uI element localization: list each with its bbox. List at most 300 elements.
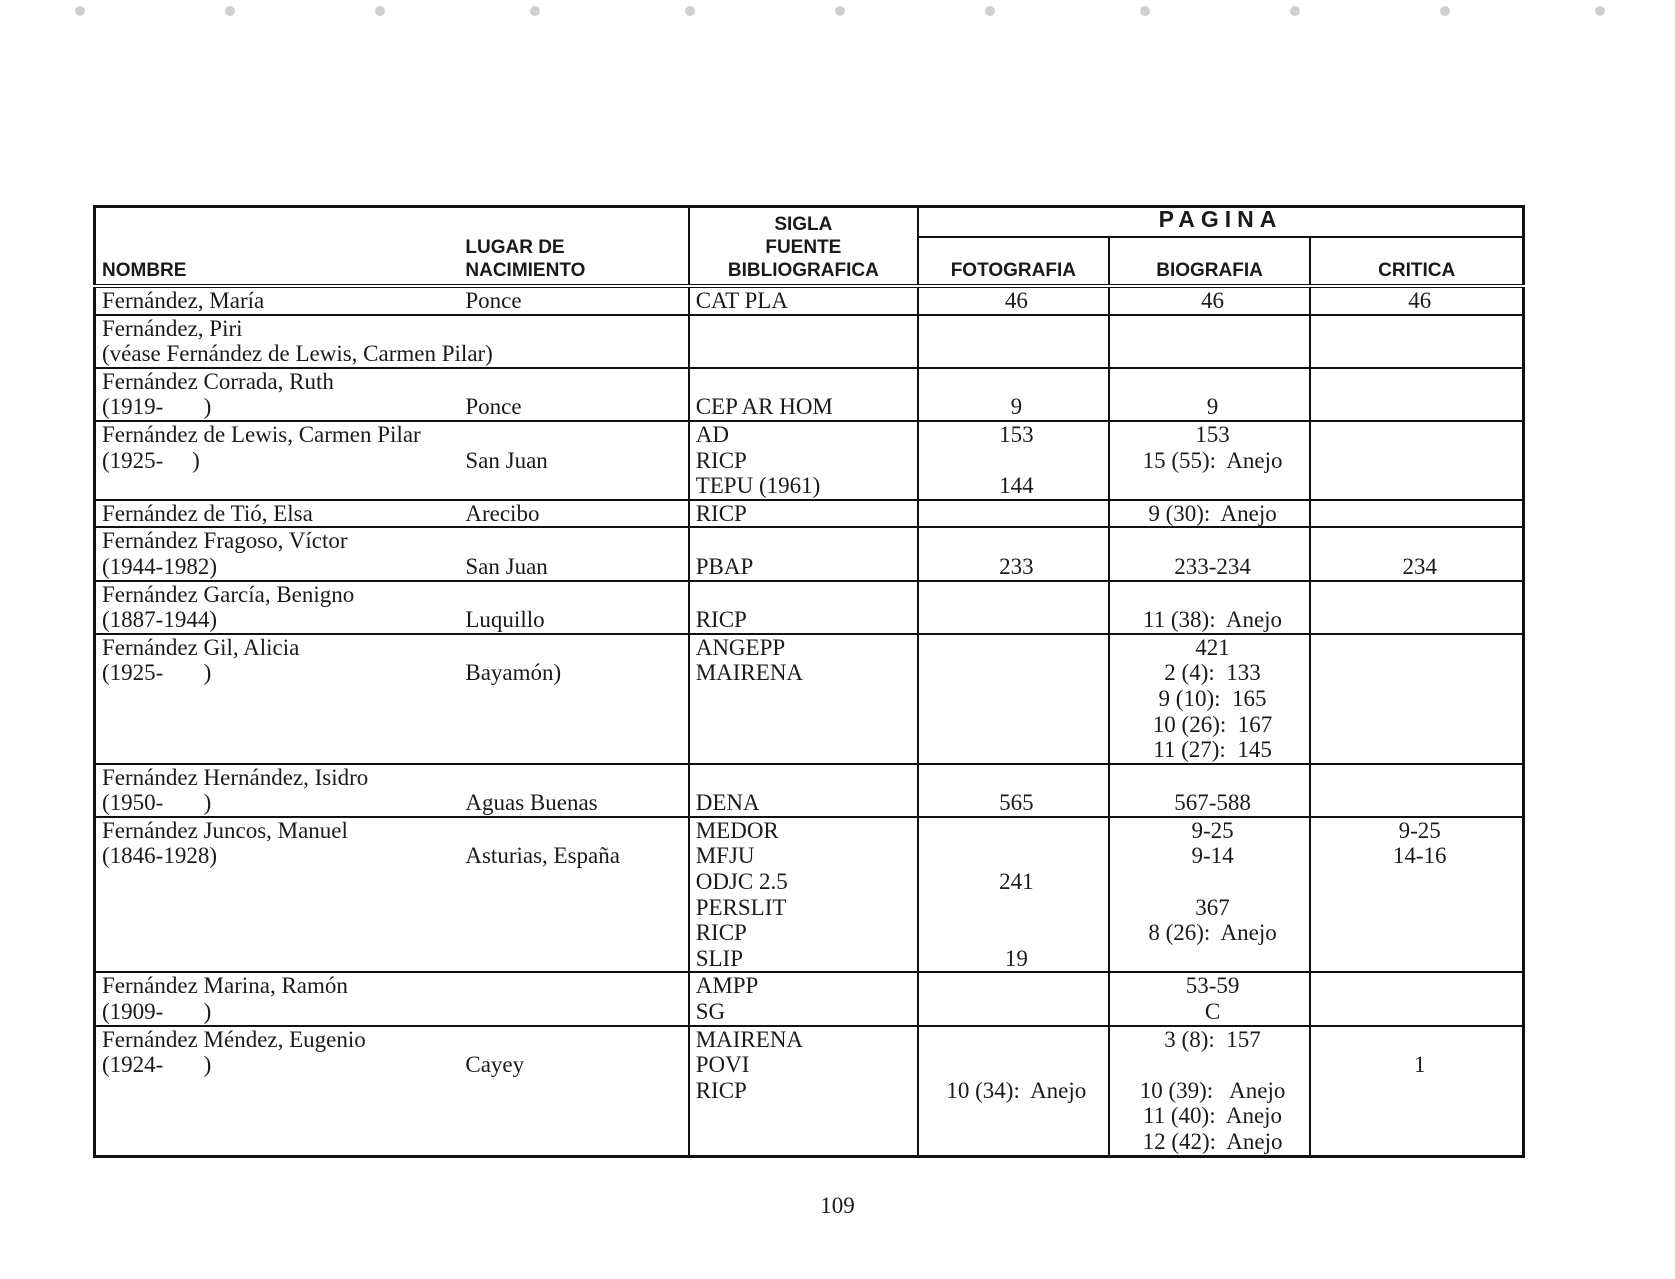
cell-line — [465, 341, 687, 367]
cell-line — [1116, 582, 1310, 608]
cell-line — [925, 973, 1108, 999]
cell-line — [925, 316, 1108, 342]
cell-line: RICP — [695, 447, 747, 473]
cell-line — [102, 712, 459, 738]
cell-line: (1925- ) — [102, 660, 212, 686]
cell-line: 11 (27): 145 — [1153, 737, 1272, 763]
cell-line: AD — [695, 421, 729, 447]
cell-line — [1317, 448, 1522, 474]
cell-line — [465, 316, 687, 342]
cell-line: 9-25 — [1191, 817, 1234, 843]
binder-hole — [75, 6, 85, 16]
cell-fotografia — [918, 368, 1109, 421]
cell-sigla — [689, 581, 918, 634]
cell-line: 8 (26): Anejo — [1148, 920, 1277, 946]
cell-line: PBAP — [695, 553, 754, 579]
cell-fotografia — [918, 286, 1109, 315]
cell-line — [925, 895, 1108, 921]
cell-nombre — [95, 368, 460, 421]
cell-line — [696, 712, 917, 738]
cell-lugar — [459, 972, 688, 1025]
cell-line: Fernández Corrada, Ruth — [102, 368, 334, 394]
cell-line: (véase Fernández de Lewis, Carmen Pilar) — [102, 341, 493, 367]
cell-line: San Juan — [465, 447, 548, 473]
cell-critica — [1310, 817, 1523, 973]
cell-line — [465, 1078, 687, 1104]
cell-line — [465, 1129, 687, 1155]
cell-line: 12 (42): Anejo — [1142, 1129, 1283, 1154]
cell-line — [1116, 316, 1310, 342]
cell-fotografia — [918, 634, 1109, 764]
cell-line — [465, 999, 687, 1025]
cell-lugar — [459, 500, 688, 528]
cell-line — [465, 1103, 687, 1129]
cell-line — [1116, 1052, 1310, 1078]
cell-fotografia — [918, 315, 1109, 368]
cell-line: SLIP — [695, 945, 743, 971]
cell-line: Fernández Méndez, Eugenio — [102, 1026, 366, 1052]
cell-critica — [1310, 500, 1523, 528]
cell-critica — [1310, 421, 1523, 500]
cell-line: 15 (55): Anejo — [1142, 447, 1283, 473]
binder-holes — [0, 0, 1675, 30]
cell-critica — [1310, 368, 1523, 421]
cell-line — [1116, 946, 1310, 972]
cell-line: (1887-1944) — [102, 607, 217, 633]
cell-line: Fernández García, Benigno — [102, 581, 355, 607]
cell-line: POVI — [695, 1052, 750, 1078]
cell-sigla — [689, 817, 918, 973]
cell-line: 9 — [1206, 394, 1219, 420]
cell-line: 1 — [1413, 1052, 1426, 1078]
cell-line — [925, 607, 1108, 633]
cell-line — [102, 1103, 459, 1129]
cell-line: CAT PLA — [695, 288, 788, 313]
cell-line — [1317, 765, 1522, 791]
cell-line — [696, 1129, 917, 1155]
cell-fotografia — [918, 527, 1109, 580]
table-row — [95, 421, 1524, 500]
cell-sigla — [689, 315, 918, 368]
cell-line: MAIRENA — [695, 660, 804, 686]
binder-hole — [985, 6, 995, 16]
cell-line: Fernández Juncos, Manuel — [102, 817, 348, 843]
cell-line — [1116, 341, 1310, 367]
cell-line — [102, 1129, 459, 1155]
cell-line: San Juan — [465, 553, 548, 579]
cell-line — [102, 946, 459, 972]
cell-line: 2 (4): 133 — [1164, 660, 1261, 686]
header-fotografia: FOTOGRAFIA — [918, 237, 1109, 286]
cell-nombre — [95, 527, 460, 580]
cell-line: AMPP — [695, 973, 759, 999]
cell-line: (1924- ) — [102, 1052, 212, 1078]
cell-line — [925, 999, 1108, 1025]
cell-fotografia — [918, 500, 1109, 528]
cell-nombre — [95, 764, 460, 817]
cell-line: 9 — [1010, 394, 1023, 420]
cell-line — [1116, 528, 1310, 554]
cell-nombre — [95, 817, 460, 973]
cell-line — [696, 528, 917, 554]
cell-line: 567-588 — [1174, 790, 1251, 816]
cell-line: Bayamón) — [465, 660, 562, 686]
cell-biografia — [1109, 972, 1311, 1025]
cell-biografia — [1109, 634, 1311, 764]
cell-line — [1317, 895, 1522, 921]
cell-line: RICP — [695, 500, 747, 526]
cell-line — [1317, 582, 1522, 608]
cell-line — [465, 869, 687, 895]
cell-line — [1317, 737, 1522, 763]
cell-fotografia — [918, 764, 1109, 817]
cell-line — [1317, 790, 1522, 816]
cell-line — [1317, 686, 1522, 712]
cell-line — [925, 686, 1108, 712]
cell-fotografia — [918, 421, 1109, 500]
cell-line: 153 — [999, 421, 1034, 447]
cell-line — [1317, 1027, 1522, 1053]
cell-line: (1925- ) — [102, 447, 200, 473]
cell-line: Ponce — [465, 288, 522, 313]
cell-fotografia — [918, 1026, 1109, 1156]
cell-line: Fernández Hernández, Isidro — [102, 764, 369, 790]
cell-line — [1317, 946, 1522, 972]
cell-line — [1317, 999, 1522, 1025]
cell-line: 46 — [1408, 288, 1432, 313]
cell-line — [1317, 973, 1522, 999]
cell-biografia — [1109, 315, 1311, 368]
cell-line: 153 — [1195, 421, 1230, 447]
cell-line — [696, 737, 917, 763]
cell-line: 46 — [1201, 288, 1225, 313]
cell-line — [1317, 920, 1522, 946]
cell-biografia — [1109, 421, 1311, 500]
cell-line — [102, 686, 459, 712]
cell-sigla — [689, 764, 918, 817]
cell-line: 233-234 — [1174, 553, 1251, 579]
cell-line — [102, 869, 459, 895]
table-row — [95, 1026, 1524, 1156]
header-lugar: LUGAR DE NACIMIENTO — [459, 207, 688, 287]
cell-line: 233 — [999, 553, 1034, 579]
cell-line — [465, 369, 687, 395]
cell-biografia — [1109, 581, 1311, 634]
page-number: 109 — [820, 1193, 855, 1218]
cell-sigla — [689, 500, 918, 528]
cell-biografia — [1109, 527, 1311, 580]
cell-line: Fernández de Lewis, Carmen Pilar — [102, 421, 421, 447]
cell-line — [102, 920, 459, 946]
cell-line: 19 — [1004, 945, 1028, 971]
table-row — [95, 500, 1524, 528]
cell-line — [1317, 1078, 1522, 1104]
cell-line: 9-14 — [1191, 843, 1234, 869]
header-nombre: NOMBRE — [95, 207, 460, 287]
cell-critica — [1310, 972, 1523, 1025]
cell-critica — [1310, 1026, 1523, 1156]
cell-critica — [1310, 315, 1523, 368]
cell-line — [1317, 316, 1522, 342]
cell-line — [465, 765, 687, 791]
cell-line — [925, 635, 1108, 661]
cell-line — [465, 686, 687, 712]
cell-line — [1317, 607, 1522, 633]
cell-sigla — [689, 527, 918, 580]
table-body — [95, 286, 1524, 1156]
authors-table — [93, 205, 1525, 1158]
binder-hole — [835, 6, 845, 16]
cell-fotografia — [918, 581, 1109, 634]
cell-line: (1919- ) — [102, 394, 212, 420]
cell-biografia — [1109, 368, 1311, 421]
cell-line — [465, 528, 687, 554]
cell-line — [696, 686, 917, 712]
cell-line: Aguas Buenas — [465, 790, 598, 816]
cell-lugar — [459, 581, 688, 634]
cell-nombre — [95, 634, 460, 764]
table-row — [95, 315, 1524, 368]
cell-line — [696, 582, 917, 608]
cell-line: Ponce — [465, 394, 522, 420]
table-row — [95, 764, 1524, 817]
cell-line — [465, 946, 687, 972]
binder-hole — [1595, 6, 1605, 16]
cell-line: 10 (26): 167 — [1152, 711, 1273, 737]
cell-line: 53-59 — [1185, 973, 1240, 999]
cell-line — [465, 818, 687, 844]
cell-nombre — [95, 972, 460, 1025]
cell-line — [925, 369, 1108, 395]
cell-nombre — [95, 581, 460, 634]
cell-line: 9 (30): Anejo — [1148, 500, 1277, 526]
cell-line: (1944-1982) — [102, 553, 217, 579]
cell-sigla — [689, 972, 918, 1025]
cell-line: 241 — [999, 869, 1034, 895]
cell-line — [925, 737, 1108, 763]
binder-hole — [685, 6, 695, 16]
cell-line — [925, 528, 1108, 554]
table-row — [95, 527, 1524, 580]
cell-line: Asturias, España — [465, 843, 620, 869]
table-row — [95, 286, 1524, 315]
cell-nombre — [95, 1026, 460, 1156]
cell-lugar — [459, 817, 688, 973]
table-row — [95, 972, 1524, 1025]
cell-line — [1317, 394, 1522, 420]
cell-line — [696, 765, 917, 791]
cell-line — [696, 316, 917, 342]
cell-line: CEP AR HOM — [695, 394, 833, 420]
table-row — [95, 634, 1524, 764]
header-sigla: SIGLA FUENTE BIBLIOGRAFICA — [689, 207, 918, 287]
cell-line: Fernández, María — [102, 288, 265, 313]
cell-nombre — [95, 500, 460, 528]
cell-line: C — [1204, 999, 1221, 1025]
header-pagina: PAGINA — [918, 207, 1523, 238]
header-critica: CRITICA — [1310, 237, 1523, 286]
cell-line: (1909- ) — [102, 999, 212, 1025]
cell-line — [925, 341, 1108, 367]
cell-sigla — [689, 368, 918, 421]
cell-line — [696, 369, 917, 395]
cell-line — [465, 973, 687, 999]
cell-sigla — [689, 421, 918, 500]
cell-critica — [1310, 581, 1523, 634]
cell-line: 14-16 — [1392, 843, 1447, 869]
cell-line — [465, 473, 687, 499]
cell-line: Fernández Fragoso, Víctor — [102, 528, 348, 554]
cell-line — [925, 1129, 1108, 1155]
cell-line — [925, 818, 1108, 844]
cell-line — [1317, 635, 1522, 661]
cell-line: Luquillo — [465, 607, 545, 633]
cell-lugar — [459, 634, 688, 764]
cell-line — [925, 448, 1108, 474]
cell-line: 367 — [1195, 894, 1230, 920]
binder-hole — [1140, 6, 1150, 16]
cell-lugar — [459, 764, 688, 817]
cell-biografia — [1109, 817, 1311, 973]
cell-sigla — [689, 286, 918, 315]
cell-line — [1317, 501, 1522, 527]
cell-line — [1317, 473, 1522, 499]
cell-line: Fernández Gil, Alicia — [102, 634, 300, 660]
binder-hole — [225, 6, 235, 16]
cell-biografia — [1109, 286, 1311, 315]
cell-line: PERSLIT — [695, 894, 787, 920]
cell-critica — [1310, 634, 1523, 764]
cell-line: 10 (34): Anejo — [946, 1077, 1087, 1103]
cell-line — [102, 737, 459, 763]
cell-nombre — [95, 421, 460, 500]
cell-line: (1846-1928) — [102, 843, 217, 869]
cell-line — [925, 843, 1108, 869]
cell-line — [1317, 369, 1522, 395]
cell-line — [465, 1027, 687, 1053]
cell-line: ANGEPP — [695, 634, 786, 660]
cell-line: TEPU (1961) — [695, 473, 821, 499]
cell-line — [1317, 1129, 1522, 1155]
cell-line — [102, 1078, 459, 1104]
cell-line: Fernández, Piri — [102, 315, 243, 341]
cell-lugar — [459, 1026, 688, 1156]
cell-critica — [1310, 286, 1523, 315]
cell-lugar — [459, 421, 688, 500]
cell-biografia — [1109, 764, 1311, 817]
cell-line — [465, 895, 687, 921]
binder-hole — [530, 6, 540, 16]
cell-line: (1950- ) — [102, 790, 212, 816]
cell-fotografia — [918, 972, 1109, 1025]
cell-line: 10 (39): Anejo — [1139, 1077, 1286, 1103]
cell-sigla — [689, 634, 918, 764]
cell-line — [696, 1103, 917, 1129]
cell-line — [1116, 369, 1310, 395]
cell-line: 11 (40): Anejo — [1143, 1103, 1283, 1129]
cell-line: SG — [695, 999, 726, 1025]
cell-critica — [1310, 527, 1523, 580]
cell-line: 234 — [1402, 553, 1437, 579]
cell-line: 9 (10): 165 — [1158, 685, 1267, 711]
cell-line: MAIRENA — [695, 1026, 804, 1052]
cell-line — [465, 422, 687, 448]
cell-line: RICP — [695, 1077, 747, 1103]
cell-line — [102, 895, 459, 921]
header-biografia: BIOGRAFIA — [1109, 237, 1311, 286]
cell-line — [925, 1052, 1108, 1078]
binder-hole — [1440, 6, 1450, 16]
cell-line: 565 — [999, 790, 1034, 816]
cell-line: Fernández de Tió, Elsa — [102, 500, 313, 526]
cell-line: Cayey — [465, 1052, 525, 1078]
binder-hole — [1290, 6, 1300, 16]
cell-line: Arecibo — [465, 500, 540, 526]
cell-line — [1317, 341, 1522, 367]
cell-line — [925, 920, 1108, 946]
table-row — [95, 817, 1524, 973]
cell-lugar — [459, 286, 688, 315]
cell-line — [925, 765, 1108, 791]
cell-line — [102, 473, 459, 499]
cell-line — [925, 1103, 1108, 1129]
cell-line — [465, 920, 687, 946]
cell-line — [1116, 765, 1310, 791]
cell-lugar — [459, 527, 688, 580]
cell-sigla — [689, 1026, 918, 1156]
cell-biografia — [1109, 500, 1311, 528]
cell-line — [1317, 1103, 1522, 1129]
cell-nombre — [95, 315, 493, 368]
cell-line — [1317, 660, 1522, 686]
cell-line — [925, 660, 1108, 686]
cell-line: 3 (8): 157 — [1164, 1026, 1261, 1052]
cell-line: 9-25 — [1398, 817, 1441, 843]
cell-line: 421 — [1195, 634, 1230, 660]
cell-line — [1116, 869, 1310, 895]
cell-line — [925, 712, 1108, 738]
cell-line — [1317, 712, 1522, 738]
cell-line — [465, 712, 687, 738]
cell-line — [696, 341, 917, 367]
cell-line — [925, 501, 1108, 527]
cell-nombre — [95, 286, 460, 315]
cell-lugar — [459, 315, 688, 368]
cell-biografia — [1109, 1026, 1311, 1156]
cell-line: Fernández Marina, Ramón — [102, 973, 348, 999]
cell-line: 11 (38): Anejo — [1143, 607, 1283, 633]
cell-critica — [1310, 764, 1523, 817]
cell-line — [465, 635, 687, 661]
table-row — [95, 368, 1524, 421]
cell-line — [925, 582, 1108, 608]
cell-line: RICP — [695, 920, 747, 946]
cell-line — [465, 582, 687, 608]
cell-line: RICP — [695, 607, 747, 633]
cell-line: MFJU — [695, 843, 755, 869]
cell-line — [1317, 869, 1522, 895]
cell-line: ODJC 2.5 — [695, 869, 788, 895]
cell-lugar — [459, 368, 688, 421]
cell-fotografia — [918, 817, 1109, 973]
cell-line — [1317, 422, 1522, 448]
cell-line: 46 — [1004, 288, 1028, 313]
cell-line: DENA — [695, 790, 760, 816]
cell-line — [925, 1027, 1108, 1053]
table-row — [95, 581, 1524, 634]
cell-line: MEDOR — [695, 817, 779, 843]
cell-line: 144 — [999, 473, 1034, 499]
